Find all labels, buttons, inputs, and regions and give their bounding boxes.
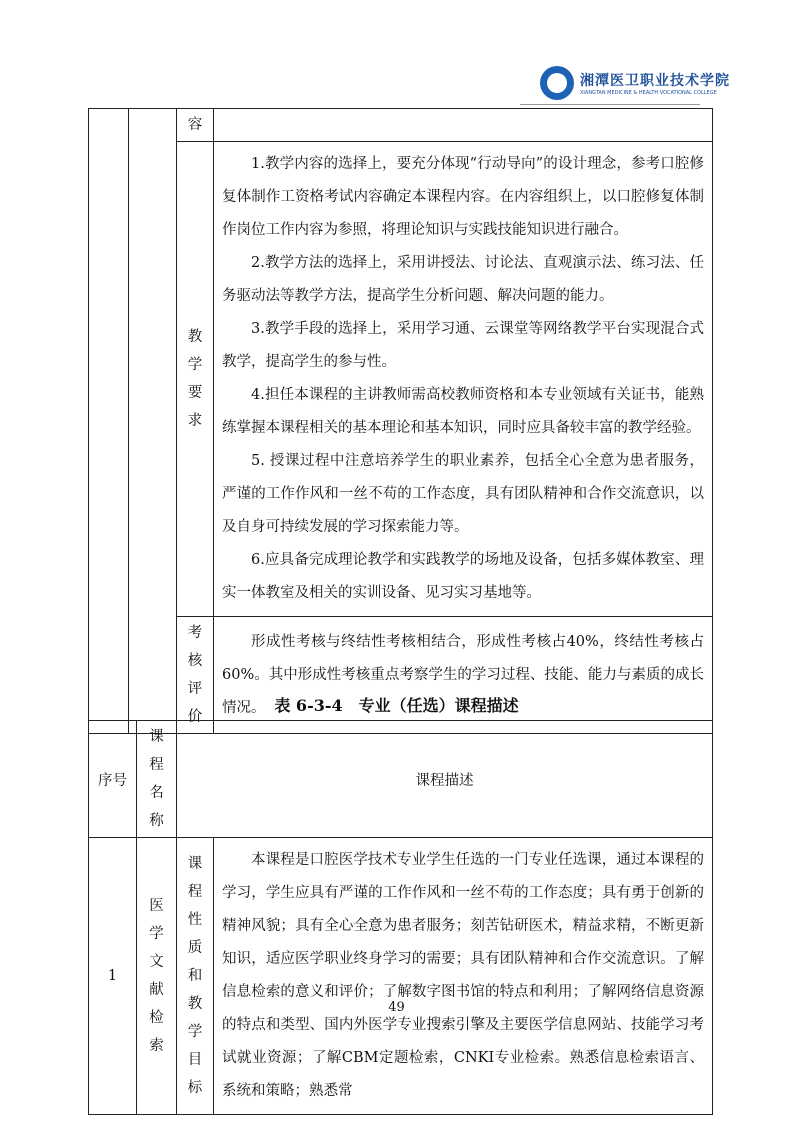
header-rule (520, 104, 700, 105)
course-description: 本课程是口腔医学技术专业学生任选的一门专业任选课，通过本课程的学习，学生应具有严谨的工作作风和一丝不苟的工作态度；具有勇于创新的精神风貌；具有全心全意为患者服务；刻苦钻研医术，精益求精，不断更新知识，适应医学职业终身学习的需要；具有团队精神和合作交流意识。了解信息检索的意义和评价；了解数字图书馆的特点和利用；了解网络信息资源的特点和类型、国内外医学专业搜索引擎及主要医学信息网站、技能学习考试就业资源；了解CBM定题检索，CNKI专业检索。熟悉信息检索语言、系统和策略；熟悉常 (222, 852, 704, 1099)
logo-chinese-name: 湘潭医卫职业技术学院 (580, 73, 730, 89)
logo-english-name: XIANGTAN MEDICINE & HEALTH VOCATIONAL COLLEGE (580, 90, 717, 96)
course-table-continued (88, 108, 713, 734)
row-number: 1 (89, 838, 137, 1115)
teaching-requirements-label: 教学要求 (177, 142, 214, 617)
page-number: 49 (388, 1000, 405, 1015)
header-description: 课程描述 (177, 721, 713, 838)
header-no: 序号 (89, 721, 137, 838)
header-course-name: 课程名称 (137, 721, 177, 838)
table-row (89, 838, 713, 1115)
table-caption: 表 6-3-4 专业（任选）课程描述 (274, 696, 519, 715)
elective-course-table (88, 720, 713, 1115)
requirement-paragraph: 2.教学方法的选择上，采用讲授法、讨论法、直观演示法、练习法、任务驱动法等教学方法，提高学生分析问题、解决问题的能力。 (222, 255, 704, 304)
requirement-paragraph: 4.担任本课程的主讲教师需高校教师资格和本专业领域有关证书，能熟练掌握本课程相关的基本理论和基本知识，同时应具备较丰富的教学经验。 (222, 387, 704, 436)
assessment-text: 形成性考核与终结性考核相结合，形成性考核占40%，终结性考核占60%。其中形成性考核重点考察学生的学习过程、技能、能力与素质的成长情况。 (222, 633, 704, 716)
college-seal-icon (540, 66, 574, 100)
content-label-tail: 容 (177, 109, 214, 142)
requirement-paragraph: 5. 授课过程中注意培养学生的职业素养，包括全心全意为患者服务，严谨的工作作风和一丝不苟的工作态度，具有团队精神和合作交流意识，以及自身可持续发展的学习探索能力等。 (222, 453, 704, 535)
section-label: 课程性质和教学目标 (177, 838, 214, 1115)
requirement-paragraph: 6.应具备完成理论教学和实践教学的场地及设备，包括多媒体教室、理实一体教室及相关的实训设备、见习实习基地等。 (222, 552, 704, 601)
requirement-paragraph: 3.教学手段的选择上，采用学习通、云课堂等网络教学平台实现混合式教学，提高学生的参与性。 (222, 321, 704, 370)
college-logo (540, 66, 730, 100)
assessment-label: 考核评价 (177, 617, 214, 734)
course-name: 医学文献检索 (137, 838, 177, 1115)
teaching-requirements-cell (214, 142, 713, 617)
requirement-paragraph: 1.教学内容的选择上，要充分体现“行动导向”的设计理念，参考口腔修复体制作工资格考试内容确定本课程内容。在内容组织上，以口腔修复体制作岗位工作内容为参照，将理论知识与实践技能知识进行融合。 (222, 156, 704, 238)
